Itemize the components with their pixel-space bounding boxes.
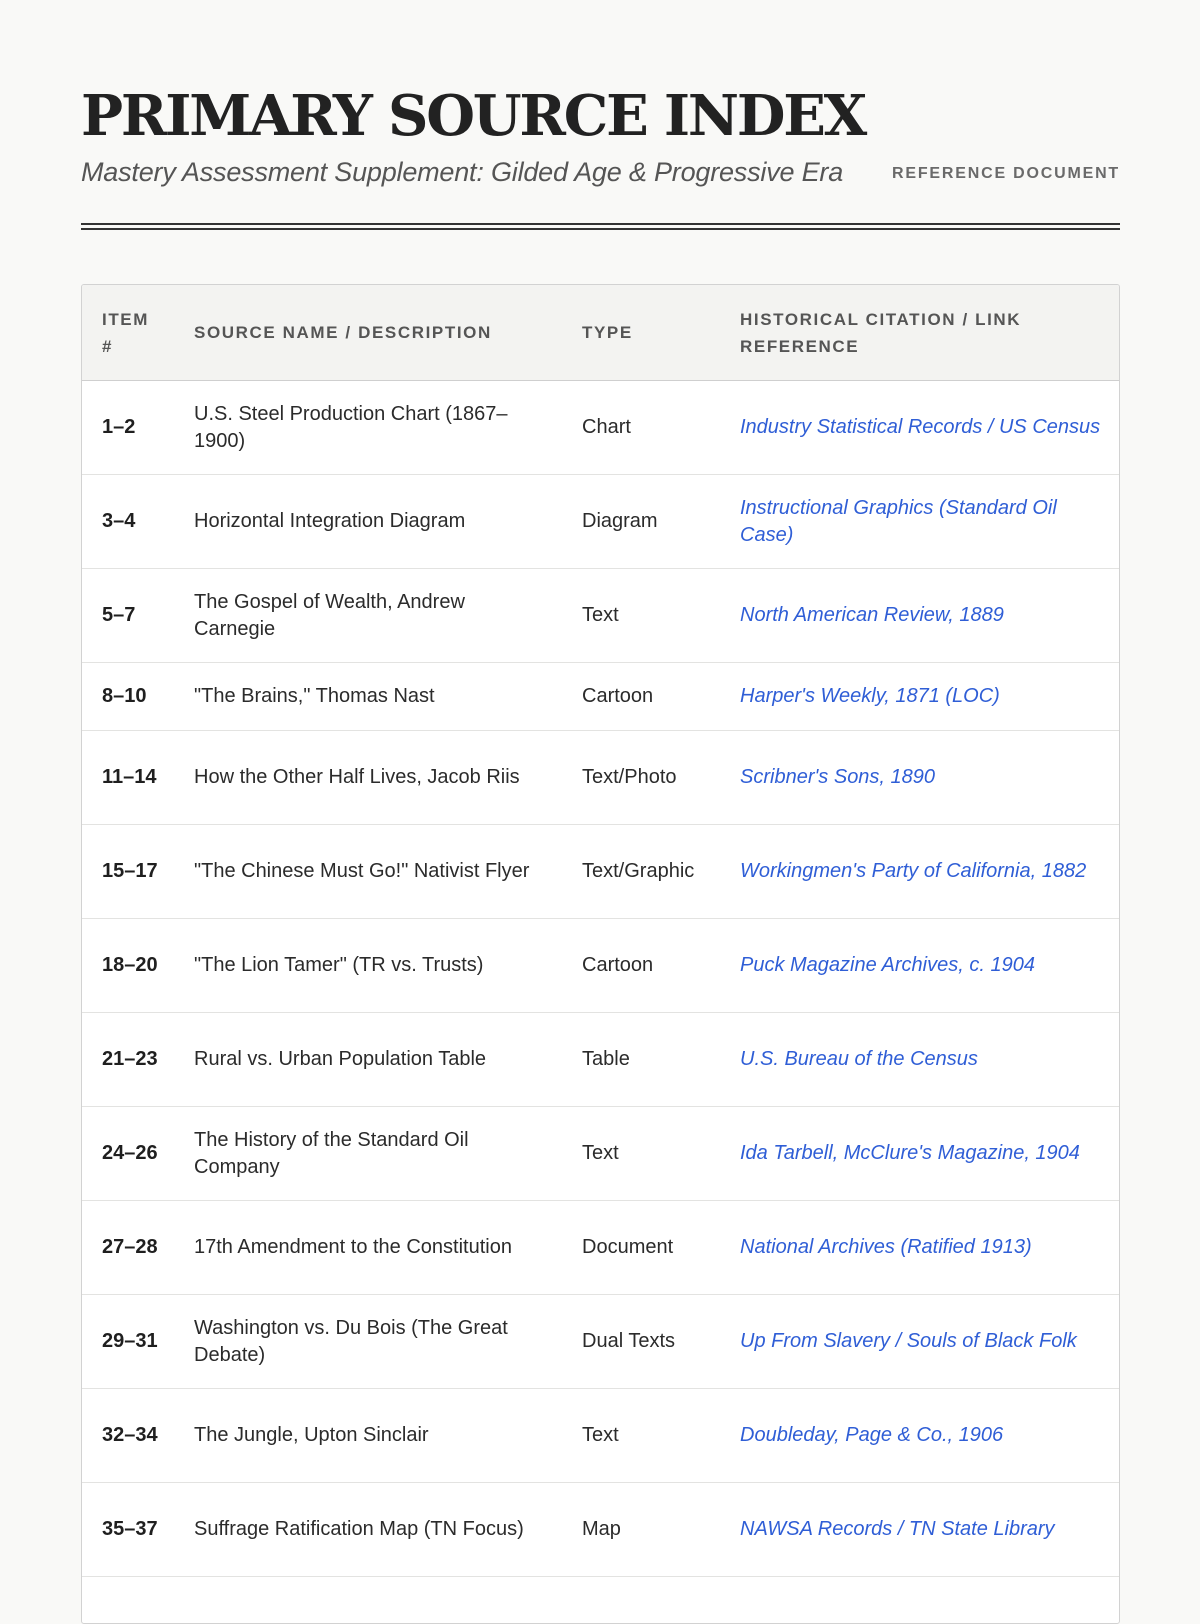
citation-cell [720,1389,1119,1483]
citation-cell [720,475,1119,569]
document-header [81,84,1120,194]
document-type-label: REFERENCE DOCUMENT [892,165,1120,182]
table-row [82,1201,1119,1295]
table-row [82,1107,1119,1201]
citation-link[interactable]: Harper's Weekly, 1871 (LOC) [740,685,1000,707]
item-number: 21–23 [82,1013,176,1107]
citation-link[interactable]: NAWSA Records / TN State Library [740,1518,1055,1540]
column-header-type: TYPE [564,285,720,381]
table-row [82,825,1119,919]
source-type: Cartoon [564,919,720,1013]
source-type: Text [564,569,720,663]
item-number: 18–20 [82,919,176,1013]
item-number: 8–10 [82,663,176,731]
citation-cell [720,663,1119,731]
citation-link[interactable]: Instructional Graphics (Standard Oil Case) [740,496,1057,546]
header-double-rule [81,223,1120,230]
item-number: 29–31 [82,1295,176,1389]
source-description: Horizontal Integration Diagram [176,475,564,569]
citation-cell [720,569,1119,663]
source-type: Cartoon [564,663,720,731]
source-description: Suffrage Ratification Map (TN Focus) [176,1483,564,1577]
citation-link[interactable]: National Archives (Ratified 1913) [740,1236,1032,1258]
source-description: 17th Amendment to the Constitution [176,1201,564,1295]
subtitle-row [81,154,1120,194]
citation-cell [720,1201,1119,1295]
citation-link[interactable]: Scribner's Sons, 1890 [740,766,936,788]
table-body [82,381,1119,1577]
source-type: Map [564,1483,720,1577]
table-row [82,663,1119,731]
item-number: 3–4 [82,475,176,569]
source-description: How the Other Half Lives, Jacob Riis [176,731,564,825]
citation-link[interactable]: Doubleday, Page & Co., 1906 [740,1424,1004,1446]
source-type: Diagram [564,475,720,569]
table-row [82,1483,1119,1577]
source-description: Rural vs. Urban Population Table [176,1013,564,1107]
citation-link[interactable]: Up From Slavery / Souls of Black Folk [740,1330,1077,1352]
table-row [82,381,1119,475]
table-header-row [82,285,1119,381]
table-header [82,285,1119,381]
source-description: The History of the Standard Oil Company [176,1107,564,1201]
source-type: Text/Photo [564,731,720,825]
table-row [82,1295,1119,1389]
source-type: Text [564,1389,720,1483]
citation-link[interactable]: Industry Statistical Records / US Census [740,416,1101,438]
item-number: 24–26 [82,1107,176,1201]
source-type: Table [564,1013,720,1107]
table-row [82,919,1119,1013]
column-header-citation: HISTORICAL CITATION / LINK REFERENCE [720,285,1119,381]
table-row [82,731,1119,825]
item-number: 15–17 [82,825,176,919]
item-number: 5–7 [82,569,176,663]
table-row [82,475,1119,569]
citation-cell [720,1013,1119,1107]
source-description: "The Lion Tamer" (TR vs. Trusts) [176,919,564,1013]
column-header-source: SOURCE NAME / DESCRIPTION [176,285,564,381]
source-type: Chart [564,381,720,475]
table-row [82,1013,1119,1107]
citation-link[interactable]: Puck Magazine Archives, c. 1904 [740,954,1035,976]
citation-cell [720,919,1119,1013]
source-description: Washington vs. Du Bois (The Great Debate) [176,1295,564,1389]
source-description: The Jungle, Upton Sinclair [176,1389,564,1483]
item-number: 11–14 [82,731,176,825]
citation-cell [720,1107,1119,1201]
citation-link[interactable]: Workingmen's Party of California, 1882 [740,860,1087,882]
citation-link[interactable]: Ida Tarbell, McClure's Magazine, 1904 [740,1142,1080,1164]
citation-cell [720,1295,1119,1389]
source-index-table-container [81,284,1120,1624]
citation-link[interactable]: North American Review, 1889 [740,604,1004,626]
citation-cell [720,731,1119,825]
source-description: U.S. Steel Production Chart (1867–1900) [176,381,564,475]
page-title: PRIMARY SOURCE INDEX [81,83,865,149]
citation-cell [720,825,1119,919]
source-description: The Gospel of Wealth, Andrew Carnegie [176,569,564,663]
item-number: 32–34 [82,1389,176,1483]
source-description: "The Brains," Thomas Nast [176,663,564,731]
source-type: Document [564,1201,720,1295]
page-subtitle: Mastery Assessment Supplement: Gilded Age & Progressive Era [81,157,844,187]
item-number: 1–2 [82,381,176,475]
citation-cell [720,381,1119,475]
table-row [82,569,1119,663]
source-type: Text/Graphic [564,825,720,919]
table-row [82,1389,1119,1483]
source-index-table [82,285,1119,1577]
citation-cell [720,1483,1119,1577]
column-header-item: ITEM # [82,285,176,381]
source-description: "The Chinese Must Go!" Nativist Flyer [176,825,564,919]
source-type: Text [564,1107,720,1201]
source-type: Dual Texts [564,1295,720,1389]
citation-link[interactable]: U.S. Bureau of the Census [740,1048,978,1070]
item-number: 27–28 [82,1201,176,1295]
item-number: 35–37 [82,1483,176,1577]
